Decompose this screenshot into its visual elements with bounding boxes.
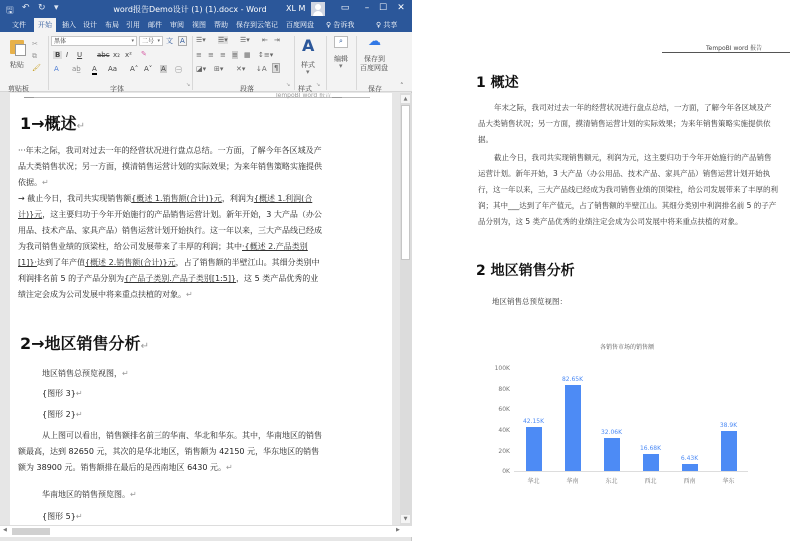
clipboard-group-label: 剪贴板 bbox=[8, 85, 29, 93]
search-icon[interactable]: ⌕ bbox=[334, 36, 348, 48]
bar-data-label: 42.15K bbox=[522, 418, 545, 426]
report-heading-overview: 1 概述 bbox=[476, 75, 519, 91]
font-color-button[interactable]: A bbox=[92, 65, 97, 73]
paragraph-text: ···年末之际，我司对过去一年的经营状况进行盘点总结。一方面，了解今年各区域及产品大类销售状况；另一方面，摸清销售运营计划的实际效果；为来年销售策略实施提供依据。 bbox=[18, 146, 322, 187]
y-tick: 80K bbox=[498, 386, 510, 393]
styles-button[interactable]: 样式 bbox=[301, 61, 315, 69]
save-baidu-line1[interactable]: 保存到 bbox=[364, 55, 385, 63]
window-title: word报告Demo设计 (1) (1).docx - Word bbox=[113, 5, 267, 14]
align-right-icon[interactable]: ≡ bbox=[220, 51, 226, 59]
heading-overview bbox=[20, 111, 85, 134]
enclose-characters-icon[interactable]: ㊀ bbox=[175, 66, 182, 74]
report-header-text: TempoBI word 报告 bbox=[706, 45, 763, 52]
scrollbar-thumb[interactable] bbox=[401, 105, 410, 260]
y-tick: 20K bbox=[498, 448, 510, 455]
chart-bar bbox=[604, 438, 620, 471]
field-sales-total[interactable]: {概述 1.销售额(合计)}元 bbox=[131, 194, 222, 203]
change-case-button[interactable]: Aa bbox=[108, 65, 118, 73]
report-header-line bbox=[662, 52, 790, 53]
vertical-scrollbar[interactable] bbox=[400, 93, 412, 525]
field-product-category[interactable]: ·{概述 2.产品类别[1]}· bbox=[18, 242, 308, 267]
title-bar bbox=[0, 0, 412, 18]
redo-icon[interactable]: ↻ bbox=[38, 3, 46, 13]
styles-dialog-launcher-icon[interactable]: ↘ bbox=[316, 82, 321, 88]
chart-title: 各销售市场的销售额 bbox=[599, 344, 654, 351]
bar-data-label: 6.43K bbox=[680, 455, 699, 463]
styles-icon[interactable]: A bbox=[302, 36, 315, 55]
multilevel-list-icon[interactable]: ☰▾ bbox=[240, 36, 250, 44]
paragraph-mark-icon: ↵ bbox=[75, 410, 83, 419]
sales-bar-chart bbox=[482, 338, 772, 493]
save-group-label: 保存 bbox=[368, 85, 382, 93]
ribbon-display-icon[interactable]: ▭ bbox=[340, 3, 350, 13]
undo-icon[interactable]: ↶ bbox=[22, 3, 30, 13]
report-overview-line: 地区销售总预览视图： bbox=[492, 297, 567, 306]
x-tick: 华南 bbox=[566, 478, 579, 485]
divider bbox=[294, 36, 295, 90]
chinese-layout-icon[interactable]: ✕▾ bbox=[236, 65, 246, 73]
text-run: ，占了销售额的半壁江山。其细分类别中利润排名前 5 的子产品分别为 bbox=[18, 258, 320, 283]
tab-insert[interactable]: 插入 bbox=[62, 21, 76, 29]
margin-mark bbox=[332, 97, 342, 98]
bar-data-label: 82.65K bbox=[561, 376, 584, 384]
font-size-combo[interactable] bbox=[139, 36, 163, 46]
font-name-combo[interactable] bbox=[51, 36, 137, 46]
heading-number: 1→ bbox=[20, 114, 45, 133]
cut-icon[interactable]: ✂ bbox=[32, 40, 38, 48]
grow-font-button[interactable]: A˄ bbox=[130, 65, 139, 73]
shape-placeholder-2[interactable] bbox=[42, 409, 83, 420]
sort-icon[interactable]: ↓A bbox=[256, 65, 267, 73]
paragraph-mark-icon: ↵ bbox=[140, 341, 149, 352]
tab-layout[interactable]: 布局 bbox=[105, 21, 119, 29]
chart-bar bbox=[721, 431, 737, 471]
bold-button[interactable]: B bbox=[55, 51, 61, 59]
styles-group-label: 样式 bbox=[298, 85, 312, 93]
y-tick: 60K bbox=[498, 406, 510, 413]
heading-regional-sales bbox=[20, 331, 149, 354]
margin-mark bbox=[24, 97, 34, 98]
tell-me-search[interactable]: ♀ 告诉我 bbox=[326, 21, 355, 29]
paragraph-sales-summary bbox=[18, 191, 324, 303]
south-region-line bbox=[42, 489, 137, 500]
paragraph-mark-icon: ↵ bbox=[186, 290, 193, 299]
shading-icon[interactable]: ◪▾ bbox=[196, 65, 207, 73]
x-tick: 西南 bbox=[683, 478, 696, 485]
scroll-down-icon[interactable]: ▼ bbox=[401, 515, 410, 523]
chevron-down-icon: ▾ bbox=[339, 62, 343, 70]
tab-design[interactable]: 设计 bbox=[83, 21, 97, 29]
minimize-button[interactable]: – bbox=[364, 3, 370, 13]
text-run: {图形 3} bbox=[42, 389, 76, 398]
x-tick: 华东 bbox=[722, 478, 735, 485]
collapse-ribbon-icon[interactable]: ˄ bbox=[400, 82, 404, 90]
tab-references[interactable]: 引用 bbox=[126, 21, 140, 29]
baidu-netdisk-icon[interactable]: ☁ bbox=[368, 34, 381, 49]
close-button[interactable]: ✕ bbox=[397, 3, 405, 13]
scroll-right-icon[interactable]: ▶ bbox=[396, 527, 400, 533]
align-left-icon[interactable]: ≡ bbox=[196, 51, 202, 59]
chart-bar bbox=[526, 427, 542, 471]
share-button[interactable]: ♀ 共享 bbox=[376, 21, 398, 29]
document-page[interactable] bbox=[10, 93, 392, 525]
italic-button[interactable]: I bbox=[66, 51, 69, 59]
bar-data-label: 38.9K bbox=[719, 421, 738, 429]
divider bbox=[192, 36, 193, 90]
heading-text: 概述 bbox=[44, 114, 77, 133]
chevron-down-icon: ▾ bbox=[131, 38, 134, 44]
text-run: 华南地区的销售预览图。 bbox=[42, 490, 130, 499]
x-tick: 东北 bbox=[605, 478, 618, 485]
paste-icon[interactable] bbox=[10, 40, 24, 54]
paragraph-mark-icon: ↵ bbox=[225, 463, 233, 472]
ribbon-tabs bbox=[0, 18, 412, 32]
paragraph-mark-icon: ↵ bbox=[42, 178, 49, 187]
font-size-value: 二号 bbox=[142, 38, 155, 45]
strikethrough-button[interactable]: abc bbox=[97, 51, 110, 59]
decrease-indent-icon[interactable]: ⇤ bbox=[262, 36, 268, 44]
clear-formatting-icon[interactable]: ✎ bbox=[141, 50, 147, 58]
field-product-subcategory[interactable]: {产品子类别.产品子类别[1:5]} bbox=[124, 274, 237, 283]
show-marks-icon[interactable]: ¶ bbox=[274, 64, 279, 72]
tab-baidu-netdisk[interactable]: 百度网盘 bbox=[286, 21, 314, 29]
paragraph-overview bbox=[18, 143, 324, 191]
ribbon bbox=[0, 32, 412, 92]
document-area bbox=[0, 93, 400, 525]
text-run: 地区销售总预览视图， bbox=[42, 369, 122, 378]
character-shading-icon[interactable]: A bbox=[161, 65, 166, 73]
divider bbox=[356, 36, 357, 90]
chart-bar bbox=[643, 454, 659, 471]
paragraph-group-label: 段落 bbox=[240, 85, 254, 93]
text-run: ，这主要归功于今年开始施行的产品销售运营计划。新年开始，3 大产品（办公用品、技术产品、家具产品）销售运营计划开始执行。这一年以来，三大产品线已经成为我司销售业绩的顶梁柱，给公司发展带来了丰厚的利润；其中 bbox=[18, 210, 322, 251]
y-tick: 0K bbox=[502, 468, 510, 475]
character-border-icon[interactable]: A bbox=[180, 37, 185, 45]
customize-icon[interactable]: ▾ bbox=[54, 3, 59, 13]
underline-button[interactable]: U bbox=[77, 51, 83, 59]
superscript-button[interactable]: x² bbox=[125, 51, 132, 59]
paragraph-mark-icon: ↵ bbox=[76, 121, 85, 132]
divider bbox=[326, 36, 327, 90]
tab-mailings[interactable]: 邮件 bbox=[148, 21, 162, 29]
font-name-value: 黑体 bbox=[54, 38, 67, 45]
distributed-icon[interactable]: ▦ bbox=[244, 51, 251, 59]
text-run: → 截止今日，我司共实现销售额 bbox=[18, 194, 132, 203]
paragraph-mark-icon: ↵ bbox=[122, 369, 129, 378]
tab-help[interactable]: 帮助 bbox=[214, 21, 228, 29]
report-heading-regional: 2 地区销售分析 bbox=[476, 263, 575, 279]
increase-indent-icon[interactable]: ⇥ bbox=[274, 36, 280, 44]
paragraph-text: 从上图可以看出，销售额排名前三的华南、华北和华东。其中，华南地区的销售额最高，达到 82650 元，其次的是华北地区，销售额为 42150 元，华东地区的销售额为 38900 元。销售额排在最后的是西南地区 6430 元。 bbox=[18, 431, 322, 472]
paragraph-dialog-launcher-icon[interactable]: ↘ bbox=[286, 82, 291, 88]
text-effects-icon[interactable]: A bbox=[54, 65, 59, 73]
format-painter-icon[interactable]: 🖌 bbox=[32, 64, 41, 72]
borders-icon[interactable]: ⊞▾ bbox=[214, 65, 224, 73]
paragraph-mark-icon: ↵ bbox=[75, 389, 83, 398]
scroll-left-icon[interactable]: ◀ bbox=[3, 527, 7, 533]
chart-bar bbox=[682, 464, 698, 471]
report-paragraph-sales: 截止今日，我司共实现销售额元，利润为元，这主要归功于今年开始施行的产品销售运营计划。新年开始，3 大产品（办公用品、技术产品、家具产品）销售运营计划开始执行，这一年以来，三大产品线已经成为我司销售业绩的顶梁柱，给公司发展带来了丰厚的利润；其中___达到了年产值元，占了销售额的半壁江山。其细分类别中利润排名前 5 的子产品分别为，这 5 类产品优秀的业绩注定会成为公司发展中将来重点扶植的对象。 bbox=[478, 153, 778, 226]
scroll-up-icon[interactable]: ▲ bbox=[401, 95, 410, 103]
divider bbox=[48, 36, 49, 90]
scrollbar-thumb[interactable] bbox=[12, 528, 50, 535]
tab-review[interactable]: 审阅 bbox=[170, 21, 184, 29]
text-run: 达到了年产值 bbox=[36, 258, 85, 267]
y-tick: 100K bbox=[494, 365, 510, 372]
line-spacing-icon[interactable]: ↕≡▾ bbox=[258, 51, 274, 59]
text-run: ，利润为 bbox=[221, 194, 254, 203]
heading-text: 地区销售分析 bbox=[44, 334, 141, 353]
font-dialog-launcher-icon[interactable]: ↘ bbox=[186, 82, 191, 88]
chevron-down-icon: ▾ bbox=[306, 68, 310, 76]
paragraph-regional-analysis bbox=[18, 428, 324, 476]
shrink-font-button[interactable]: A˅ bbox=[144, 65, 153, 73]
paste-button[interactable]: 粘贴 bbox=[10, 61, 24, 69]
tab-home[interactable]: 开始 bbox=[34, 18, 56, 32]
header-text: TempoBI word 报告 bbox=[275, 93, 332, 99]
bar-data-label: 16.68K bbox=[639, 444, 662, 452]
text-run: {图形 2} bbox=[42, 410, 76, 419]
shape-placeholder-5[interactable] bbox=[42, 511, 83, 522]
save-icon[interactable]: 🖫 bbox=[6, 6, 14, 16]
align-center-icon[interactable]: ≡ bbox=[208, 51, 214, 59]
paragraph-mark-icon: ↵ bbox=[130, 490, 137, 499]
copy-icon[interactable]: ⧉ bbox=[32, 52, 37, 60]
tab-cloud-note[interactable]: 保存到云笔记 bbox=[236, 21, 278, 29]
chevron-down-icon: ▾ bbox=[157, 38, 160, 44]
avatar[interactable] bbox=[311, 2, 325, 16]
rendered-report bbox=[462, 38, 792, 551]
chart-bar bbox=[565, 385, 581, 471]
tab-file[interactable]: 文件 bbox=[12, 21, 26, 29]
plot-area bbox=[514, 368, 748, 485]
justify-icon[interactable]: ≡ bbox=[232, 51, 238, 59]
subscript-button[interactable]: x₂ bbox=[113, 51, 120, 59]
maximize-button[interactable]: ☐ bbox=[378, 3, 388, 13]
font-group-label: 字体 bbox=[110, 85, 124, 93]
user-name[interactable]: XL M bbox=[286, 4, 306, 13]
text-run: {图形 5} bbox=[42, 512, 76, 521]
x-tick: 西北 bbox=[644, 478, 657, 485]
y-tick: 40K bbox=[498, 427, 510, 434]
editing-button[interactable]: 编辑 bbox=[334, 55, 348, 63]
overview-line bbox=[42, 368, 129, 379]
horizontal-scrollbar[interactable] bbox=[0, 525, 412, 537]
bar-data-label: 32.06K bbox=[600, 428, 623, 436]
report-paragraph-overview: 年末之际，我司对过去一年的经营状况进行盘点总结，一方面，了解今年各区域及产品大类销售状况；另一方面，摸清销售运营计划的实际效果；为来年销售策略实施提供依据。 bbox=[478, 103, 772, 144]
highlight-icon[interactable]: ab̲ bbox=[72, 65, 81, 73]
phonetic-guide-icon[interactable]: 文 bbox=[166, 37, 173, 45]
tab-view[interactable]: 视图 bbox=[192, 21, 206, 29]
x-tick: 华北 bbox=[527, 478, 540, 485]
field-sales-total-2[interactable]: {概述 2.销售额(合计)}元 bbox=[84, 258, 176, 267]
shape-placeholder-3[interactable] bbox=[42, 388, 83, 399]
text-run: ，这 5 类产品优秀的业绩注定会成为公司发展中将来重点扶植的对象。 bbox=[18, 274, 319, 299]
field-profit-total[interactable]: {概述 1.利润(合计)}元 bbox=[18, 194, 313, 219]
save-baidu-line2[interactable]: 百度网盘 bbox=[360, 64, 388, 72]
paragraph-mark-icon: ↵ bbox=[75, 512, 83, 521]
numbering-icon[interactable]: ☰▾ bbox=[218, 36, 228, 44]
bullets-icon[interactable]: ☰▾ bbox=[196, 36, 206, 44]
heading-number: 2→ bbox=[20, 334, 45, 353]
